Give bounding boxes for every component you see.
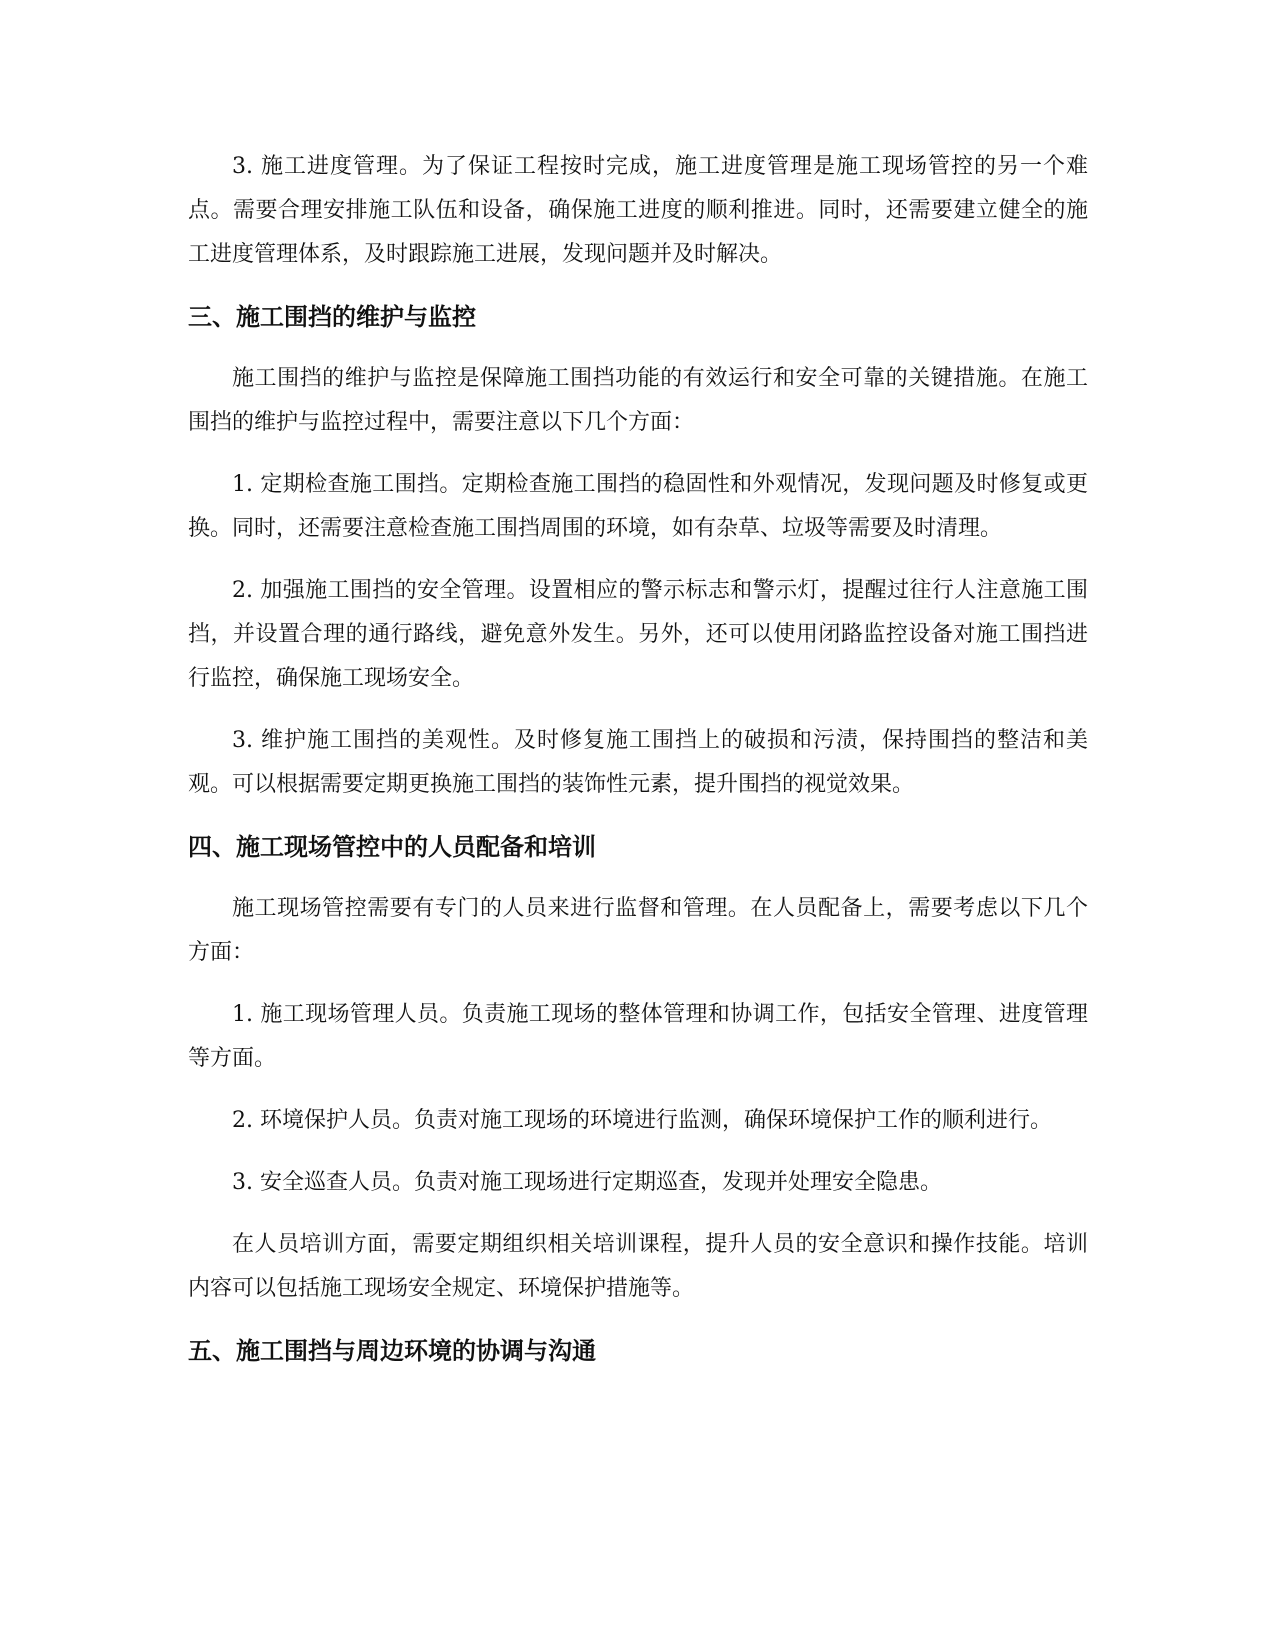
- paragraph-maintenance-intro: 施工围挡的维护与监控是保障施工围挡功能的有效运行和安全可靠的关键措施。在施工围挡的维护与监控过程中，需要注意以下几个方面：: [188, 366, 1088, 435]
- document-body: [188, 145, 1088, 1391]
- section-heading-5: 五、施工围挡与周边环境的协调与沟通: [188, 1337, 596, 1365]
- paragraph-safety-management: 2. 加强施工围挡的安全管理。设置相应的警示标志和警示灯，提醒过往行人注意施工围挡，并设置合理的通行路线，避免意外发生。另外，还可以使用闭路监控设备对施工围挡进行监控，确保施工现场安全。: [188, 578, 1088, 691]
- paragraph-schedule-management: 3. 施工进度管理。为了保证工程按时完成，施工进度管理是施工现场管控的另一个难点。需要合理安排施工队伍和设备，确保施工进度的顺利推进。同时，还需要建立健全的施工进度管理体系，及时跟踪施工进展，发现问题并及时解决。: [188, 154, 1088, 267]
- section-heading-4: 四、施工现场管控中的人员配备和培训: [188, 833, 596, 861]
- section-heading-3: 三、施工围挡的维护与监控: [188, 303, 476, 331]
- paragraph-periodic-inspection: 1. 定期检查施工围挡。定期检查施工围挡的稳固性和外观情况，发现问题及时修复或更换。同时，还需要注意检查施工围挡周围的环境，如有杂草、垃圾等需要及时清理。: [188, 472, 1088, 541]
- paragraph-environment-staff: 2. 环境保护人员。负责对施工现场的环境进行监测，确保环境保护工作的顺利进行。: [232, 1108, 1052, 1133]
- paragraph-aesthetics: 3. 维护施工围挡的美观性。及时修复施工围挡上的破损和污渍，保持围挡的整洁和美观。可以根据需要定期更换施工围挡的装饰性元素，提升围挡的视觉效果。: [188, 728, 1088, 797]
- paragraph-site-managers: 1. 施工现场管理人员。负责施工现场的整体管理和协调工作，包括安全管理、进度管理等方面。: [188, 1002, 1088, 1071]
- paragraph-staffing-intro: 施工现场管控需要有专门的人员来进行监督和管理。在人员配备上，需要考虑以下几个方面：: [188, 896, 1088, 965]
- paragraph-training: 在人员培训方面，需要定期组织相关培训课程，提升人员的安全意识和操作技能。培训内容可以包括施工现场安全规定、环境保护措施等。: [188, 1232, 1088, 1301]
- paragraph-safety-inspectors: 3. 安全巡查人员。负责对施工现场进行定期巡查，发现并处理安全隐患。: [232, 1170, 942, 1195]
